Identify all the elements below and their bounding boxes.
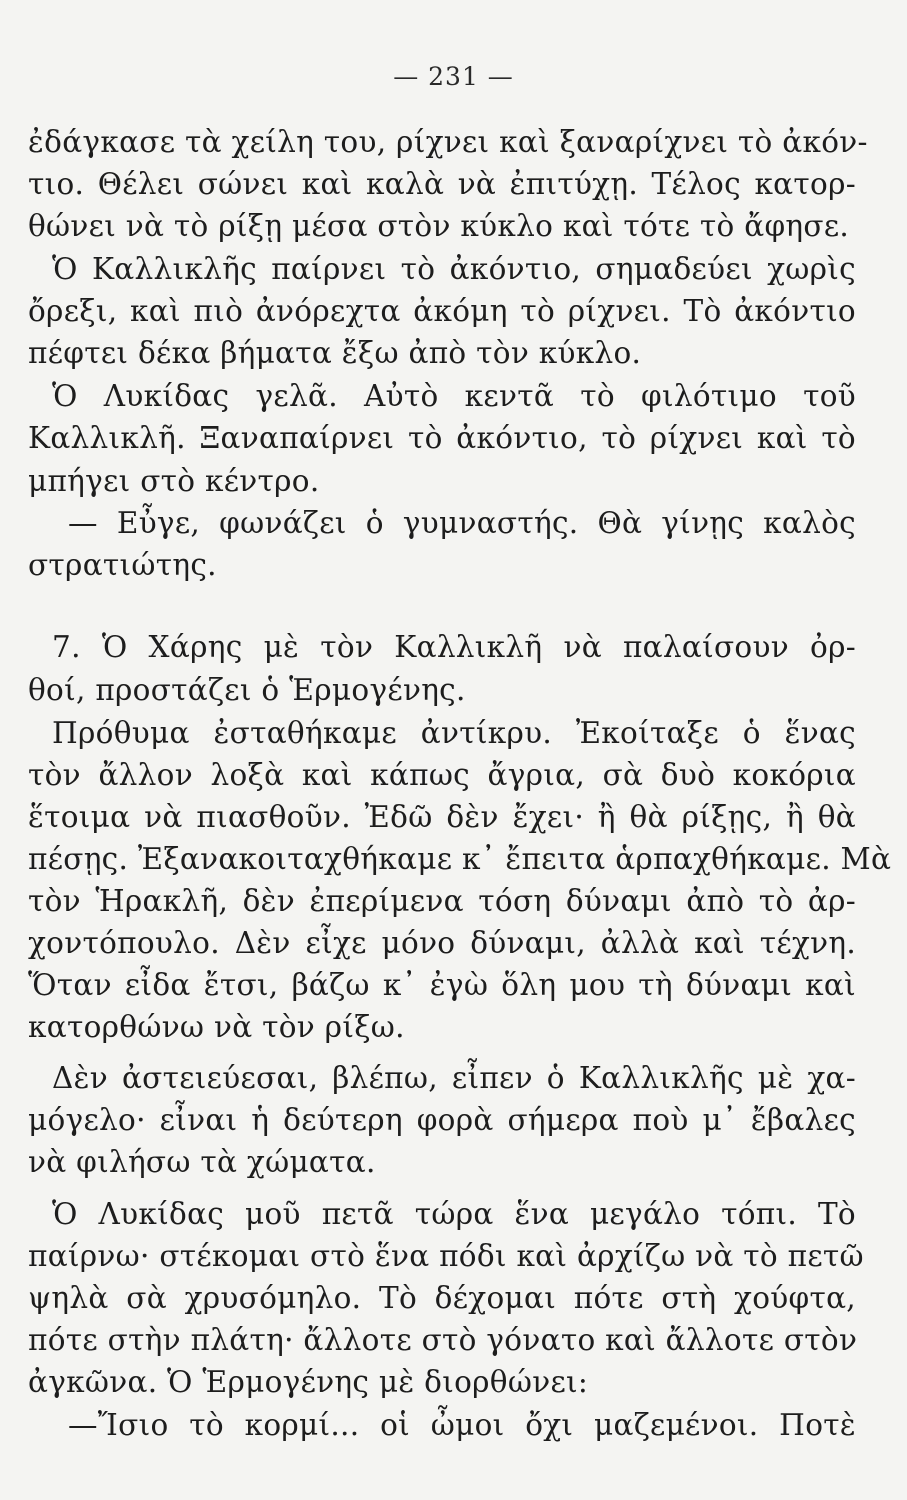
text-line: — Εὖγε, φωνάζει ὁ γυμναστής. Θὰ γίνῃς καλὸς (68, 506, 856, 540)
text-line: τὸν ἄλλον λοξὰ καὶ κάπως ἄγρια, σὰ δυὸ κοκόρια (28, 758, 856, 792)
text-line: 7. Ὁ Χάρης μὲ τὸν Καλλικλῆ νὰ παλαίσουν ὀρ- (52, 630, 856, 664)
text-line: πότε στὴν πλάτη· ἄλλοτε στὸ γόνατο καὶ ἄλλοτε στὸν (28, 1323, 858, 1357)
text-line: Ὁ Λυκίδας μοῦ πετᾶ τώρα ἕνα μεγάλο τόπι. Τὸ (52, 1197, 856, 1231)
text-line: —Ἴσιο τὸ κορμί... οἱ ὦμοι ὄχι μαζεμένοι. Ποτὲ (68, 1408, 856, 1442)
text-line: μπήγει στὸ κέντρο. (28, 464, 320, 498)
text-line: μόγελο· εἶναι ἡ δεύτερη φορὰ σήμερα ποὺ μ᾿ ἔβαλες (28, 1103, 856, 1137)
text-line: πέφτει δέκα βήματα ἔξω ἀπὸ τὸν κύκλο. (28, 336, 642, 370)
text-line: χοντόπουλο. Δὲν εἶχε μόνο δύναμι, ἀλλὰ καὶ τέχνη. (28, 926, 856, 960)
text-line: ψηλὰ σὰ χρυσόμηλο. Τὸ δέχομαι πότε στὴ χούφτα, (28, 1281, 856, 1315)
text-line: Καλλικλῆ. Ξαναπαίρνει τὸ ἀκόντιο, τὸ ρίχνει καὶ τὸ (28, 421, 856, 455)
text-line: Ὁ Καλλικλῆς παίρνει τὸ ἀκόντιο, σημαδεύει χωρὶς (52, 252, 856, 286)
text-line: στρατιώτης. (28, 548, 217, 582)
text-line: ἐδάγκασε τὰ χείλη του, ρίχνει καὶ ξαναρίχνει τὸ ἀκόν- (28, 125, 868, 159)
text-line: Πρόθυμα ἐσταθήκαμε ἀντίκρυ. Ἐκοίταξε ὁ ἕνας (52, 716, 856, 750)
text-line: ἀγκῶνα. Ὁ Ἑρμογένης μὲ διορθώνει: (28, 1365, 589, 1399)
text-line: τιο. Θέλει σώνει καὶ καλὰ νὰ ἐπιτύχῃ. Τέλος κατορ- (28, 167, 856, 201)
text-line: νὰ φιλήσω τὰ χώματα. (28, 1145, 376, 1179)
text-line: τὸν Ἡρακλῆ, δὲν ἐπερίμενα τόση δύναμι ἀπὸ τὸ ἀρ- (28, 884, 856, 918)
text-line: κατορθώνω νὰ τὸν ρίξω. (28, 1010, 405, 1044)
text-line: Ὁ Λυκίδας γελᾶ. Αὐτὸ κεντᾶ τὸ φιλότιμο τοῦ (52, 379, 856, 413)
text-line: Ὅταν εἶδα ἔτσι, βάζω κ᾿ ἐγὼ ὅλη μου τὴ δύναμι καὶ (28, 968, 856, 1002)
text-line: παίρνω· στέκομαι στὸ ἕνα πόδι καὶ ἀρχίζω νὰ τὸ πετῶ (28, 1239, 864, 1273)
text-line: θώνει νὰ τὸ ρίξῃ μέσα στὸν κύκλο καὶ τότε τὸ ἄφησε. (28, 209, 850, 243)
text-line: θοί, προστάζει ὁ Ἑρμογένης. (28, 673, 466, 707)
text-line: Δὲν ἀστειεύεσαι, βλέπω, εἶπεν ὁ Καλλικλῆς μὲ χα- (52, 1061, 856, 1095)
text-line: ὄρεξι, καὶ πιὸ ἀνόρεχτα ἀκόμη τὸ ρίχνει. Τὸ ἀκόντιο (28, 294, 856, 328)
text-line: ἕτοιμα νὰ πιασθοῦν. Ἐδῶ δὲν ἔχει· ἢ θὰ ρίξῃς, ἢ θὰ (28, 800, 856, 834)
text-line: πέσῃς. Ἐξανακοιταχθήκαμε κ᾿ ἔπειτα ἁρπαχθήκαμε. Μὰ (28, 842, 892, 876)
page-number: — 231 — (393, 62, 514, 91)
